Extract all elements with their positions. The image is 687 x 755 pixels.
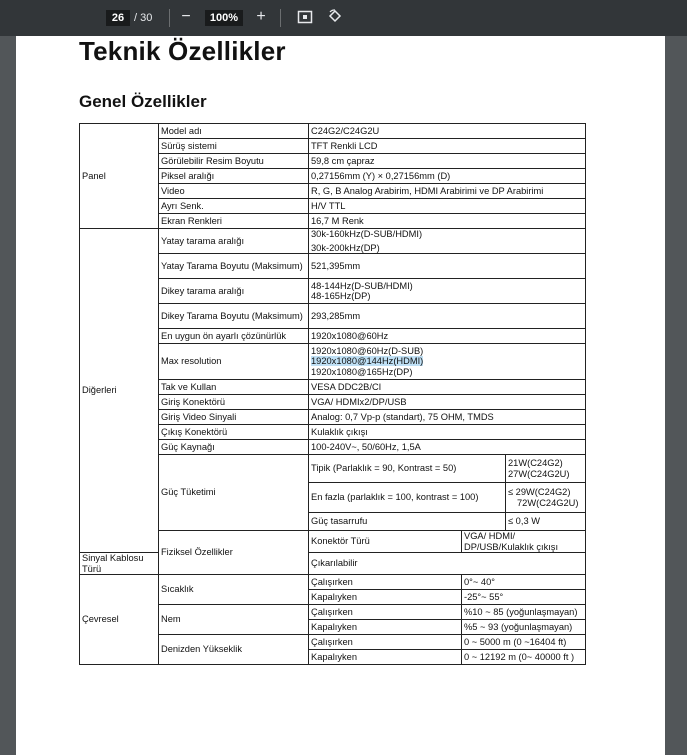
spec-value: 521,395mm [309, 254, 586, 279]
spec-value-line: 1920x1080@165Hz(DP) [311, 366, 413, 377]
spec-value: Analog: 0,7 Vp-p (standart), 75 OHM, TMDS [309, 410, 586, 425]
spec-label: Giriş Konektörü [159, 395, 309, 410]
spec-table [79, 123, 586, 665]
page-number-input[interactable]: 26 [106, 10, 130, 26]
spec-value [309, 229, 586, 254]
spec-label: Video [159, 184, 309, 199]
spec-value [506, 483, 586, 513]
minus-icon[interactable]: − [181, 8, 191, 25]
zoom-input[interactable]: 100% [205, 10, 243, 26]
spec-value: 0 ~ 5000 m (0 ~16404 ft) [462, 635, 586, 650]
spec-sublabel: Kapalıyken [309, 620, 462, 635]
spec-value-line: 48-165Hz(DP) [311, 291, 371, 301]
spec-value-line: 1920x1080@60Hz(D-SUB) [311, 345, 424, 356]
spec-label: Konektör Türü [309, 531, 462, 553]
spec-value: Kulaklık çıkışı [309, 425, 586, 440]
spec-label: Dikey tarama aralığı [159, 279, 309, 304]
spec-label: Görülebilir Resim Boyutu [159, 154, 309, 169]
toolbar-divider [280, 9, 281, 27]
spec-value: TFT Renkli LCD [309, 139, 586, 154]
spec-value: R, G, B Analog Arabirim, HDMI Arabirimi ve DP Arabirimi [309, 184, 586, 199]
section-cevresel: Çevresel [80, 575, 159, 665]
spec-value [506, 455, 586, 483]
spec-label: Ekran Renkleri [159, 214, 309, 229]
section-fiziksel: Fiziksel Özellikler [159, 531, 309, 575]
spec-label: Sinyal Kablosu Türü [80, 553, 159, 575]
fit-page-icon[interactable] [294, 6, 316, 28]
spec-sublabel: En fazla (parlaklık = 100, kontrast = 100) [309, 483, 506, 513]
spec-value-line: 30k-160kHz(D-SUB/HDMI) [311, 229, 423, 239]
spec-sublabel: Güç tasarrufu [309, 513, 506, 531]
spec-label: Denizden Yükseklik [159, 635, 309, 665]
spec-value: ≤ 0,3 W [506, 513, 586, 531]
spec-label: Giriş Video Sinyali [159, 410, 309, 425]
spec-label: Tak ve Kullan [159, 380, 309, 395]
spec-value: 1920x1080@60Hz [309, 329, 586, 344]
page-title: Teknik Özellikler [79, 36, 286, 66]
spec-sublabel: Tipik (Parlaklık = 90, Kontrast = 50) [309, 455, 506, 483]
spec-label: Sürüş sistemi [159, 139, 309, 154]
pdf-toolbar [0, 0, 687, 36]
spec-value: 100-240V~, 50/60Hz, 1,5A [309, 440, 586, 455]
plus-icon[interactable]: + [256, 8, 266, 25]
spec-sublabel: Kapalıyken [309, 590, 462, 605]
spec-label: Güç Tüketimi [159, 455, 309, 531]
toolbar-divider [169, 9, 170, 27]
spec-label: Dikey Tarama Boyutu (Maksimum) [159, 304, 309, 329]
spec-value: 0,27156mm (Y) × 0,27156mm (D) [309, 169, 586, 184]
spec-value: 59,8 cm çapraz [309, 154, 586, 169]
spec-sublabel: Çalışırken [309, 605, 462, 620]
spec-value: VGA/ HDMIx2/DP/USB [309, 395, 586, 410]
spec-label: Piksel aralığı [159, 169, 309, 184]
spec-label: Model adı [159, 124, 309, 139]
spec-label: Sıcaklık [159, 575, 309, 605]
spec-value: 16,7 M Renk [309, 214, 586, 229]
section-heading: Genel Özellikler [79, 92, 207, 111]
spec-value-line: 30k-200kHz(DP) [311, 242, 380, 253]
spec-value-line: ≤ 29W(C24G2) [508, 487, 571, 497]
spec-sublabel: Çalışırken [309, 635, 462, 650]
spec-value: %10 ~ 85 (yoğunlaşmayan) [462, 605, 586, 620]
spec-value: Çıkarılabilir [309, 553, 586, 575]
highlighted-text[interactable]: 1920x1080@144Hz(HDMI) [311, 356, 424, 367]
section-digerleri: Diğerleri [80, 229, 159, 553]
spec-label: Max resolution [159, 344, 309, 380]
document-page [16, 36, 665, 755]
spec-value [309, 279, 586, 304]
spec-sublabel: Çalışırken [309, 575, 462, 590]
spec-label: Yatay tarama aralığı [159, 229, 309, 254]
spec-label: Yatay Tarama Boyutu (Maksimum) [159, 254, 309, 279]
rotate-icon[interactable] [324, 6, 346, 28]
spec-label: Ayrı Senk. [159, 199, 309, 214]
spec-value: 0 ~ 12192 m (0~ 40000 ft ) [462, 650, 586, 665]
spec-value-line: 48-144Hz(D-SUB/HDMI) [311, 280, 413, 291]
spec-label: Çıkış Konektörü [159, 425, 309, 440]
spec-value: 293,285mm [309, 304, 586, 329]
spec-value: H/V TTL [309, 199, 586, 214]
spec-value-line: 72W(C24G2U) [517, 497, 579, 508]
page-total: / 30 [134, 12, 153, 24]
spec-value-line: 27W(C24G2U) [508, 468, 570, 479]
spec-value: VESA DDC2B/CI [309, 380, 586, 395]
section-panel: Panel [80, 124, 159, 229]
spec-value: 0°~ 40° [462, 575, 586, 590]
spec-value: C24G2/C24G2U [309, 124, 586, 139]
spec-value: -25°~ 55° [462, 590, 586, 605]
spec-value-line: 21W(C24G2) [508, 458, 563, 468]
spec-sublabel: Kapalıyken [309, 650, 462, 665]
spec-value: %5 ~ 93 (yoğunlaşmayan) [462, 620, 586, 635]
spec-label: En uygun ön ayarlı çözünürlük [159, 329, 309, 344]
spec-label: Güç Kaynağı [159, 440, 309, 455]
spec-label: Nem [159, 605, 309, 635]
spec-value [309, 344, 586, 380]
spec-value: VGA/ HDMI/ DP/USB/Kulaklık çıkışı [462, 531, 586, 553]
